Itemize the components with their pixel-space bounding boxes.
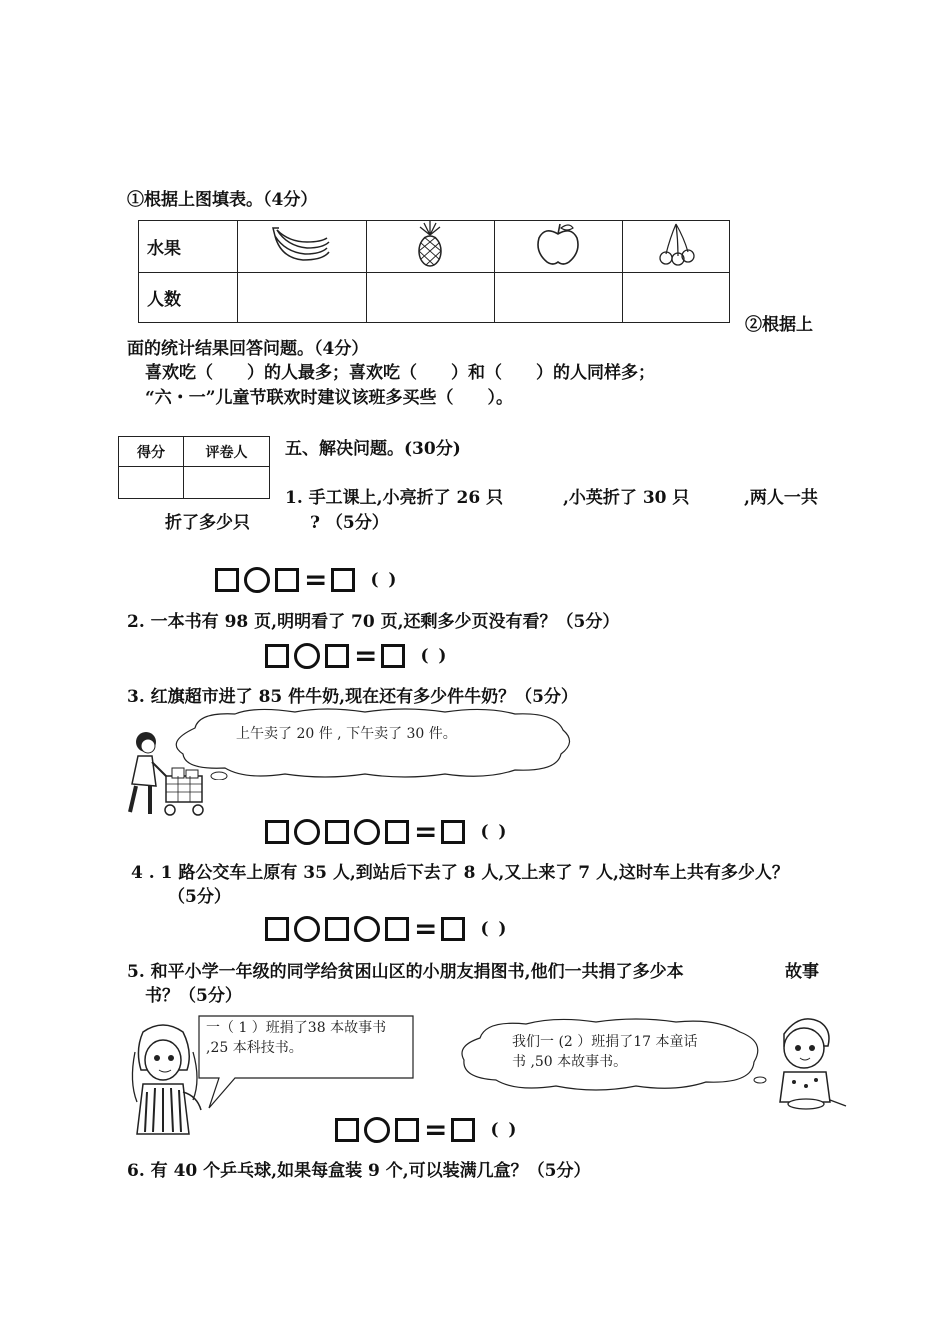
- grader-cell[interactable]: [184, 467, 270, 499]
- p3-cloud-text: 上午卖了 20 件 , 下午卖了 30 件。: [236, 726, 457, 742]
- equals-sign: =: [354, 639, 378, 672]
- answer-box[interactable]: [335, 1118, 359, 1142]
- q1-instruction: ①根据上图填表。（4分）: [127, 190, 318, 210]
- score-cell[interactable]: [119, 467, 184, 499]
- answer-box[interactable]: [385, 917, 409, 941]
- p1-text-e: ? （5分）: [310, 513, 389, 533]
- operator-circle[interactable]: [294, 819, 320, 845]
- unit-paren[interactable]: ( ): [480, 919, 509, 939]
- answer-box[interactable]: [265, 820, 289, 844]
- operator-circle[interactable]: [244, 567, 270, 593]
- answer-box[interactable]: [325, 820, 349, 844]
- equals-sign: =: [304, 563, 328, 596]
- answer-box[interactable]: [275, 568, 299, 592]
- equation-p3: [265, 815, 509, 848]
- equation-p5: [335, 1113, 519, 1146]
- pineapple-icon: [366, 221, 494, 273]
- equals-sign: =: [414, 912, 438, 945]
- p1-text-c: ,两人一共: [744, 488, 818, 508]
- equation-p2: [265, 639, 449, 672]
- table-label-fruit: 水果: [139, 221, 238, 273]
- grader-label: 评卷人: [184, 437, 270, 467]
- p2-text: 2. 一本书有 98 页,明明看了 70 页,还剩多少页没有看？（5分）: [127, 612, 620, 632]
- answer-box[interactable]: [325, 644, 349, 668]
- answer-box[interactable]: [395, 1118, 419, 1142]
- q2-line1: 喜欢吃（ ）的人最多；喜欢吃（ ）和（ ）的人同样多；: [145, 363, 655, 383]
- apple-icon: [494, 221, 623, 273]
- unit-paren[interactable]: ( ): [490, 1120, 519, 1140]
- p5-left-bubble-text: 一（ 1 ）班捐了38 本故事书 ,25 本科技书。: [206, 1020, 387, 1056]
- answer-box[interactable]: [325, 917, 349, 941]
- equation-p1: [215, 563, 399, 596]
- p1-text-b: ,小英折了 30 只: [563, 488, 690, 508]
- result-box[interactable]: [331, 568, 355, 592]
- count-cell-pineapple[interactable]: [366, 273, 494, 323]
- unit-paren[interactable]: ( ): [370, 570, 399, 590]
- result-box[interactable]: [441, 917, 465, 941]
- answer-box[interactable]: [215, 568, 239, 592]
- operator-circle[interactable]: [294, 643, 320, 669]
- section5-title: 五、解决问题。(30分): [285, 439, 461, 459]
- thought-cloud: [165, 706, 577, 784]
- operator-circle[interactable]: [364, 1117, 390, 1143]
- q2-line2: “六・一”儿童节联欢时建议该班多买些（ ）。: [145, 388, 514, 408]
- operator-circle[interactable]: [294, 916, 320, 942]
- q2-instruction-start: ②根据上: [745, 315, 813, 335]
- cherry-icon: [623, 221, 730, 273]
- answer-box[interactable]: [385, 820, 409, 844]
- p4-text-a: 4 . 1 路公交车上原有 35 人,到站后下去了 8 人,又上来了 7 人,这时车上共有多少人？: [131, 863, 789, 883]
- p4-text-b: （5分）: [168, 887, 231, 907]
- banana-icon: [237, 221, 366, 273]
- equals-sign: =: [414, 815, 438, 848]
- p3-text: 3. 红旗超市进了 85 件牛奶,现在还有多少件牛奶？（5分）: [127, 687, 578, 707]
- answer-box[interactable]: [265, 644, 289, 668]
- answer-box[interactable]: [265, 917, 289, 941]
- equation-p4: [265, 912, 509, 945]
- score-label: 得分: [119, 437, 184, 467]
- p1-text-d: 折了多少只: [165, 513, 250, 533]
- count-cell-banana[interactable]: [237, 273, 366, 323]
- score-box: [118, 436, 270, 499]
- unit-paren[interactable]: ( ): [480, 822, 509, 842]
- equals-sign: =: [424, 1113, 448, 1146]
- q2-instruction-cont: 面的统计结果回答问题。（4分）: [127, 339, 369, 359]
- table-label-count: 人数: [139, 273, 238, 323]
- fruit-table: [138, 220, 730, 323]
- operator-circle[interactable]: [354, 819, 380, 845]
- p5-text-b: 故事: [785, 962, 819, 982]
- unit-paren[interactable]: ( ): [420, 646, 449, 666]
- child-illustration: [770, 1012, 850, 1116]
- p1-text-a: 1. 手工课上,小亮折了 26 只: [285, 488, 504, 508]
- result-box[interactable]: [381, 644, 405, 668]
- operator-circle[interactable]: [354, 916, 380, 942]
- p5-text-c: 书？（5分）: [145, 986, 242, 1006]
- result-box[interactable]: [441, 820, 465, 844]
- count-cell-cherry[interactable]: [623, 273, 730, 323]
- result-box[interactable]: [451, 1118, 475, 1142]
- count-cell-apple[interactable]: [494, 273, 623, 323]
- p5-right-bubble-text: 我们一 (2 ）班捐了17 本童话书 ,50 本故事书。: [512, 1034, 698, 1070]
- p5-text-a: 5. 和平小学一年级的同学给贫困山区的小朋友捐图书,他们一共捐了多少本: [127, 962, 684, 982]
- p6-text: 6. 有 40 个乒乓球,如果每盒装 9 个,可以装满几盒？（5分）: [127, 1161, 591, 1181]
